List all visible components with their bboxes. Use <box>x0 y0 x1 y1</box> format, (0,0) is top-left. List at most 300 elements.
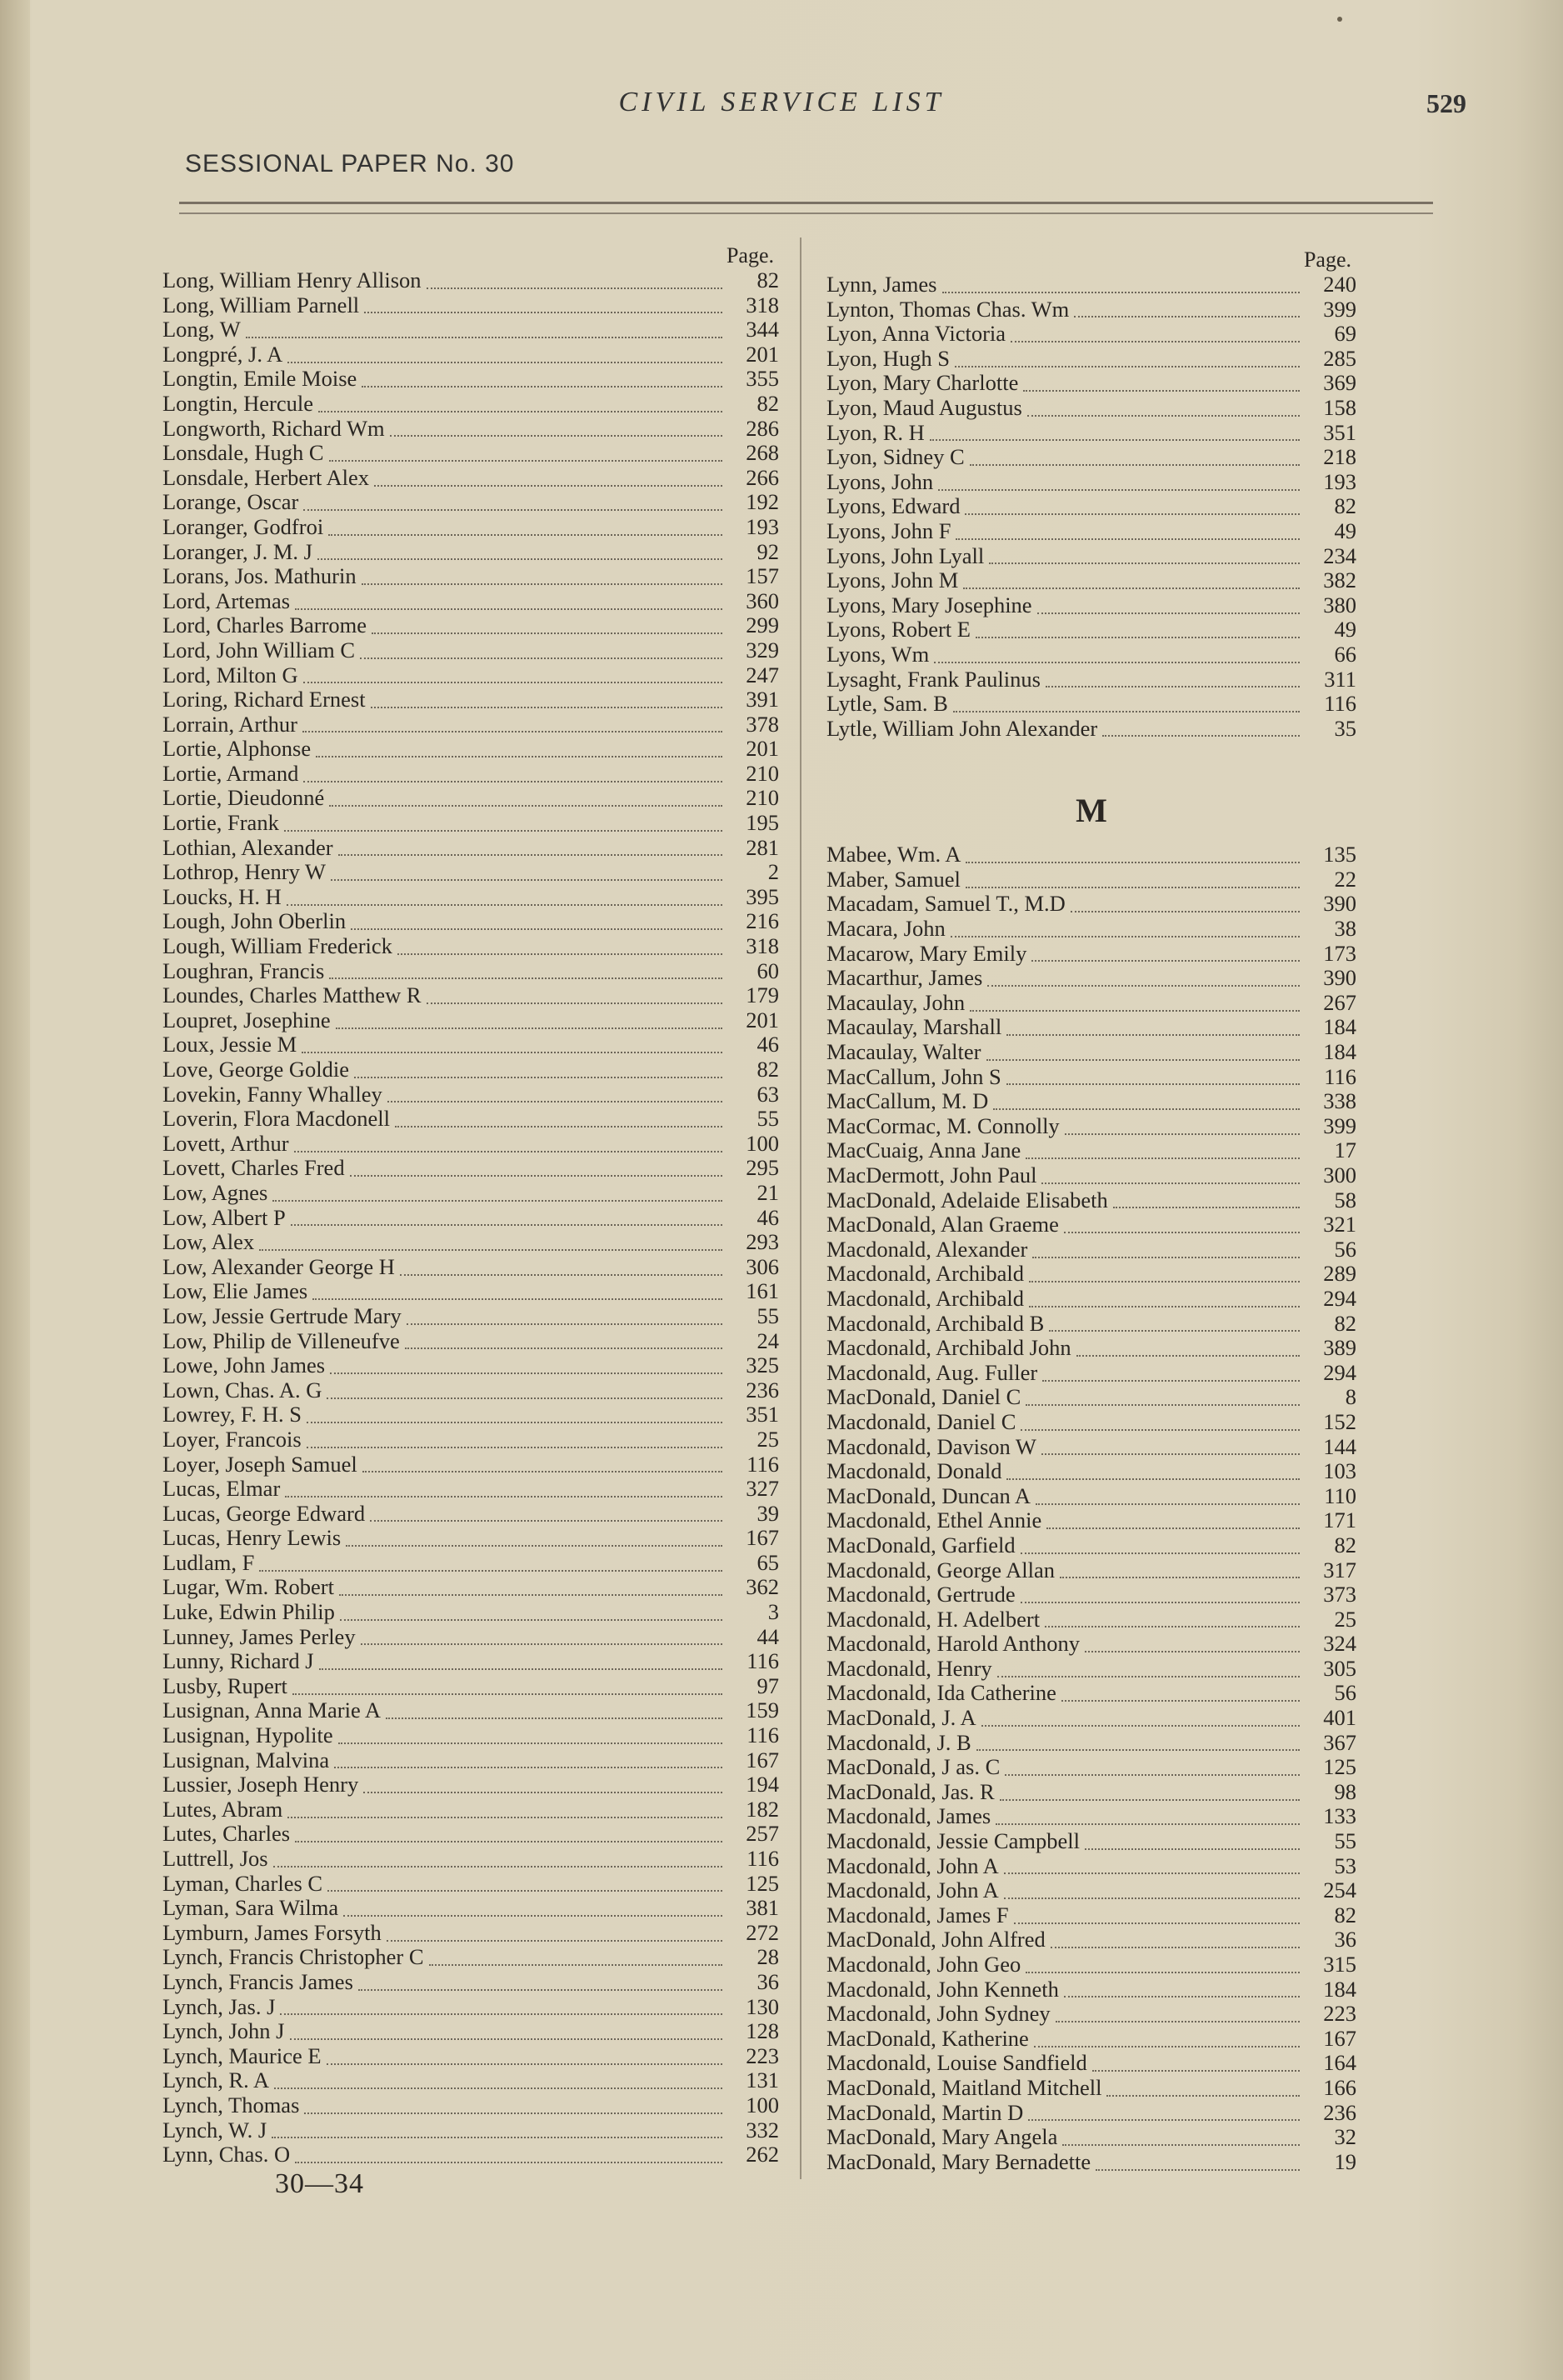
dot-leader <box>981 1717 1300 1727</box>
dot-leader <box>327 2055 722 2065</box>
entry-page-number: 25 <box>757 1426 779 1452</box>
list-item <box>162 909 779 934</box>
list-item <box>826 1928 1356 1952</box>
dot-leader <box>1029 1272 1300 1282</box>
entry-page-number: 36 <box>1334 1927 1356 1952</box>
dot-leader <box>1026 1149 1300 1159</box>
list-item <box>162 1279 779 1304</box>
entry-name: Longtin, Emile Moise <box>162 366 357 392</box>
entry-page-number: 167 <box>746 1525 779 1551</box>
entry-name: Lusby, Rupert <box>162 1672 287 1698</box>
entry-page-number: 164 <box>1323 2050 1356 2076</box>
entry-name: MacDonald, Daniel C <box>826 1384 1021 1410</box>
entry-page-number: 144 <box>1323 1433 1356 1459</box>
entry-name: Luke, Edwin Philip <box>162 1599 335 1625</box>
left-column <box>162 243 779 2168</box>
entry-name: Lysaght, Frank Paulinus <box>826 666 1041 692</box>
page-column-heading: Page. <box>1303 248 1351 272</box>
entry-page-number: 157 <box>746 563 779 589</box>
list-item <box>162 1477 779 1502</box>
entry-name: Macdonald, Davison W <box>826 1433 1036 1459</box>
list-item <box>826 371 1356 396</box>
dot-leader <box>374 477 722 487</box>
entry-name: Macdonald, Ida Catherine <box>826 1680 1056 1706</box>
entry-name: Macadam, Samuel T., M.D <box>826 891 1066 917</box>
entry-page-number: 294 <box>1323 1285 1356 1311</box>
entry-page-number: 82 <box>1334 1902 1356 1928</box>
dot-leader <box>942 283 1301 293</box>
entry-page-number: 19 <box>1334 2148 1356 2174</box>
entry-name: Lynn, Chas. O <box>162 2142 291 2168</box>
dot-leader <box>405 1339 722 1349</box>
entry-name: Longpré, J. A <box>162 341 283 367</box>
list-item <box>826 917 1356 942</box>
entry-page-number: 63 <box>757 1081 779 1107</box>
entry-name: Loring, Richard Ernest <box>162 687 366 712</box>
entry-name: Macaulay, John <box>826 989 966 1015</box>
dot-leader <box>1006 1026 1300 1036</box>
entry-page-number: 173 <box>1323 940 1356 966</box>
dot-leader <box>291 1216 722 1226</box>
entry-page-number: 338 <box>1323 1088 1356 1114</box>
entry-page-number: 17 <box>1334 1138 1356 1163</box>
entry-name: Lyons, Wm <box>826 641 930 667</box>
list-item <box>826 868 1356 892</box>
entry-name: Loyer, Joseph Samuel <box>162 1451 357 1477</box>
entry-name: Low, Jessie Gertrude Mary <box>162 1302 402 1328</box>
entry-page-number: 262 <box>746 2142 779 2168</box>
entry-name: Lorange, Oscar <box>162 489 299 515</box>
entry-page-number: 286 <box>746 415 779 441</box>
dot-leader <box>970 1002 1300 1012</box>
entry-page-number: 159 <box>746 1698 779 1723</box>
list-item <box>826 1878 1356 1903</box>
entry-name: Low, Elie James <box>162 1278 308 1304</box>
running-title: CIVIL SERVICE LIST <box>618 87 945 118</box>
dot-leader <box>395 1118 722 1128</box>
entry-name: Macdonald, John Sydney <box>826 2001 1051 2027</box>
entry-name: Lord, Milton G <box>162 662 298 688</box>
entry-page-number: 60 <box>757 958 779 983</box>
entry-name: Lyon, Sidney C <box>826 444 965 470</box>
list-item <box>826 421 1356 446</box>
list-item <box>162 959 779 984</box>
entry-page-number: 351 <box>1323 419 1356 445</box>
entry-name: Lowe, John James <box>162 1352 326 1378</box>
dot-leader <box>338 846 722 856</box>
entry-page-number: 21 <box>757 1179 779 1205</box>
entry-name: Lonsdale, Herbert Alex <box>162 464 369 490</box>
entry-page-number: 128 <box>746 2018 779 2044</box>
entry-name: MacCuaig, Anna Jane <box>826 1138 1021 1163</box>
entry-page-number: 299 <box>746 612 779 638</box>
list-item <box>826 1287 1356 1312</box>
entry-name: Macdonald, J. B <box>826 1729 971 1755</box>
list-item <box>826 2051 1356 2076</box>
list-item <box>826 470 1356 495</box>
entry-page-number: 184 <box>1323 1976 1356 2002</box>
entry-name: Maber, Samuel <box>826 866 961 892</box>
entry-name: Macdonald, George Allan <box>826 1557 1056 1582</box>
list-item <box>162 638 779 663</box>
dot-leader <box>330 1364 722 1374</box>
dot-leader <box>350 1167 722 1177</box>
list-item <box>162 1452 779 1478</box>
entry-page-number: 46 <box>757 1204 779 1230</box>
dot-leader <box>329 969 722 979</box>
list-item <box>826 544 1356 569</box>
dot-leader <box>1006 1075 1300 1085</box>
entry-page-number: 192 <box>746 489 779 515</box>
entry-name: Lyman, Charles C <box>162 1870 323 1896</box>
dot-leader <box>1023 382 1300 392</box>
entry-page-number: 56 <box>1334 1680 1356 1706</box>
entry-name: Mabee, Wm. A <box>826 842 961 868</box>
entry-page-number: 201 <box>746 341 779 367</box>
list-item <box>826 1903 1356 1928</box>
entry-page-number: 369 <box>1323 370 1356 396</box>
list-item <box>162 1082 779 1108</box>
list-item <box>826 1608 1356 1632</box>
entry-name: Loupret, Josephine <box>162 1007 331 1032</box>
list-item <box>826 593 1356 618</box>
dot-leader <box>1026 1396 1300 1406</box>
entry-name: Lynch, Maurice E <box>162 2042 322 2068</box>
list-item <box>162 293 779 318</box>
list-item <box>826 1533 1356 1558</box>
dot-leader <box>1113 1198 1300 1208</box>
entry-page-number: 2 <box>767 859 779 885</box>
dot-leader <box>427 279 722 289</box>
dot-leader <box>339 1586 722 1596</box>
dot-leader <box>361 1635 722 1645</box>
entry-page-number: 55 <box>1334 1828 1356 1854</box>
entry-page-number: 130 <box>746 1993 779 2019</box>
dot-leader <box>1065 1125 1300 1135</box>
dot-leader <box>334 1758 722 1768</box>
list-item <box>162 417 779 442</box>
dot-leader <box>362 575 722 585</box>
list-item <box>162 441 779 466</box>
entry-page-number: 184 <box>1323 1014 1356 1040</box>
list-item <box>826 1681 1356 1706</box>
dot-leader <box>1014 1914 1300 1924</box>
entry-page-number: 300 <box>1323 1162 1356 1188</box>
entry-page-number: 32 <box>1334 2124 1356 2150</box>
dot-leader <box>397 945 722 955</box>
entry-name: Lyons, Edward <box>826 493 961 519</box>
dot-leader <box>963 579 1300 589</box>
dot-leader <box>287 896 722 906</box>
dot-leader <box>287 1808 722 1818</box>
entry-page-number: 158 <box>1323 394 1356 420</box>
dot-leader <box>387 1092 722 1102</box>
dot-leader <box>363 1783 722 1793</box>
entry-page-number: 46 <box>757 1032 779 1058</box>
dot-leader <box>272 2128 722 2138</box>
list-item <box>162 1798 779 1822</box>
entry-name: Lyons, John Lyall <box>826 542 985 568</box>
entry-name: Lynch, W. J <box>162 2117 267 2142</box>
entry-page-number: 367 <box>1323 1729 1356 1755</box>
entry-name: Macara, John <box>826 916 946 942</box>
entry-name: Lord, Artemas <box>162 588 291 613</box>
list-item <box>826 1238 1356 1262</box>
entry-page-number: 116 <box>747 1846 779 1871</box>
entry-page-number: 360 <box>746 588 779 613</box>
dot-leader <box>285 1488 722 1498</box>
entry-page-number: 210 <box>746 760 779 786</box>
dot-leader <box>362 378 722 388</box>
entry-page-number: 69 <box>1334 321 1356 347</box>
entry-page-number: 116 <box>747 1451 779 1477</box>
entry-page-number: 193 <box>1323 468 1356 494</box>
dot-leader <box>331 871 722 881</box>
entry-page-number: 305 <box>1323 1655 1356 1681</box>
list-item <box>162 1107 779 1132</box>
list-item <box>162 1156 779 1181</box>
entry-page-number: 344 <box>746 317 779 342</box>
dot-leader <box>295 2153 722 2163</box>
dot-leader <box>372 624 722 634</box>
dot-leader <box>280 2005 722 2015</box>
signature-mark: 30—34 <box>275 2168 364 2199</box>
dot-leader <box>370 1512 722 1522</box>
entry-name: Lynton, Thomas Chas. Wm <box>826 296 1070 322</box>
dot-leader <box>390 427 722 437</box>
list-item <box>826 1040 1356 1065</box>
entry-page-number: 315 <box>1323 1952 1356 1977</box>
entry-page-number: 167 <box>746 1747 779 1772</box>
list-item <box>826 1978 1356 2002</box>
entry-name: Lucas, Elmar <box>162 1476 281 1502</box>
list-item <box>162 490 779 515</box>
entry-name: MacDonald, Adelaide Elisabeth <box>826 1187 1108 1212</box>
dot-leader <box>1041 1445 1300 1455</box>
entry-name: Lyon, Hugh S <box>826 345 950 371</box>
entry-name: Loughran, Francis <box>162 958 325 983</box>
list-item <box>826 1508 1356 1533</box>
entry-page-number: 324 <box>1323 1631 1356 1657</box>
dot-leader <box>1004 1864 1300 1874</box>
entry-page-number: 351 <box>746 1402 779 1428</box>
list-item <box>826 1657 1356 1682</box>
list-item <box>826 966 1356 991</box>
list-item <box>826 1188 1356 1213</box>
dot-leader <box>1064 1223 1300 1233</box>
entry-page-number: 194 <box>746 1772 779 1798</box>
list-item <box>162 1970 779 1995</box>
entry-name: Macdonald, H. Adelbert <box>826 1606 1041 1632</box>
dot-leader <box>1085 1840 1300 1850</box>
entry-name: MacDonald, Alan Graeme <box>826 1212 1059 1238</box>
entry-name: Lynch, R. A <box>162 2068 270 2093</box>
entry-page-number: 82 <box>757 390 779 416</box>
entry-name: Lynn, James <box>826 272 937 297</box>
dot-leader <box>1032 1248 1300 1258</box>
dot-leader <box>295 1832 722 1842</box>
entry-page-number: 3 <box>767 1599 779 1625</box>
entry-page-number: 201 <box>746 736 779 762</box>
dot-leader <box>970 456 1300 466</box>
dot-leader <box>284 822 722 832</box>
entry-page-number: 329 <box>746 637 779 662</box>
dot-leader <box>312 1290 722 1300</box>
entry-name: Lyman, Sara Wilma <box>162 1895 339 1921</box>
entry-page-number: 210 <box>746 785 779 811</box>
dot-leader <box>328 526 722 536</box>
entry-page-number: 116 <box>1324 1063 1356 1089</box>
entry-name: MacDonald, Katherine <box>826 2025 1029 2051</box>
entry-page-number: 44 <box>757 1623 779 1649</box>
list-item <box>162 2019 779 2044</box>
dot-leader <box>307 1413 722 1423</box>
list-item <box>826 1780 1356 1805</box>
dot-leader <box>1096 2161 1300 2171</box>
dot-leader <box>966 853 1300 863</box>
entry-page-number: 82 <box>1334 1310 1356 1336</box>
list-item <box>826 568 1356 593</box>
list-item <box>826 494 1356 519</box>
entry-page-number: 382 <box>1323 568 1356 593</box>
list-item <box>826 1854 1356 1879</box>
dot-leader <box>1042 1372 1300 1382</box>
list-item <box>162 1206 779 1231</box>
entry-page-number: 234 <box>1323 542 1356 568</box>
entry-page-number: 58 <box>1334 1187 1356 1212</box>
dot-leader <box>965 505 1300 515</box>
entry-page-number: 223 <box>746 2042 779 2068</box>
entry-page-number: 152 <box>1323 1408 1356 1434</box>
list-item <box>162 762 779 787</box>
entry-page-number: 325 <box>746 1352 779 1378</box>
list-item <box>826 396 1356 421</box>
entry-name: Macdonald, Archibald <box>826 1285 1024 1311</box>
entry-page-number: 362 <box>746 1574 779 1600</box>
dot-leader <box>292 1685 722 1695</box>
dot-leader <box>1064 1988 1300 1998</box>
entry-name: Long, William Parnell <box>162 292 360 318</box>
dot-leader <box>387 1932 722 1942</box>
entry-name: Lyons, John M <box>826 568 959 593</box>
entry-name: Macaulay, Walter <box>826 1039 981 1065</box>
entry-page-number: 218 <box>1323 444 1356 470</box>
dot-leader <box>997 1668 1300 1678</box>
dot-leader <box>303 501 722 511</box>
entry-page-number: 133 <box>1323 1803 1356 1829</box>
list-item <box>826 1484 1356 1509</box>
entry-name: Lord, Charles Barrome <box>162 612 367 638</box>
list-item <box>826 1336 1356 1361</box>
entry-name: Macdonald, Alexander <box>826 1236 1028 1262</box>
entry-name: Lyons, John <box>826 468 934 494</box>
entry-name: Lynch, Francis Christopher C <box>162 1944 424 1970</box>
dot-leader <box>246 328 722 338</box>
dot-leader <box>976 628 1300 638</box>
list-item <box>162 1872 779 1897</box>
entry-name: Macdonald, Daniel C <box>826 1408 1016 1434</box>
dot-leader <box>346 1537 722 1547</box>
entry-name: MacDonald, J. A <box>826 1705 976 1731</box>
entry-name: Loux, Jessie M <box>162 1032 297 1058</box>
entry-name: Lynch, Jas. J <box>162 1993 276 2019</box>
list-item <box>826 642 1356 668</box>
list-item <box>162 1698 779 1723</box>
list-item <box>826 842 1356 868</box>
dot-leader <box>303 673 722 683</box>
list-item <box>162 515 779 540</box>
dot-leader <box>429 1956 722 1966</box>
dot-leader <box>1021 1593 1300 1603</box>
entry-name: Lothian, Alexander <box>162 834 333 860</box>
entry-name: Lyon, Mary Charlotte <box>826 370 1019 396</box>
list-item <box>826 1804 1356 1829</box>
dot-leader <box>351 920 722 930</box>
list-item <box>162 318 779 342</box>
entry-name: Lusignan, Hypolite <box>162 1722 333 1748</box>
sessional-paper-label: SESSIONAL PAPER No. 30 <box>185 150 515 178</box>
list-item <box>826 1952 1356 1978</box>
dot-leader <box>1000 1791 1300 1801</box>
right-entry-list-m <box>826 842 1356 2174</box>
dot-leader <box>327 1389 722 1399</box>
list-item <box>826 2027 1356 2052</box>
entry-name: MacDonald, Jas. R <box>826 1778 995 1804</box>
dot-leader <box>987 977 1300 987</box>
list-item <box>826 1731 1356 1756</box>
entry-name: Lutes, Abram <box>162 1796 283 1822</box>
list-item <box>162 712 779 738</box>
entry-name: Lorrain, Arthur <box>162 711 297 737</box>
entry-name: Loucks, H. H <box>162 883 282 909</box>
entry-page-number: 257 <box>746 1821 779 1847</box>
list-item <box>162 268 779 293</box>
entry-page-number: 223 <box>1323 2001 1356 2027</box>
list-item <box>162 2142 779 2168</box>
entry-name: Macdonald, Donald <box>826 1458 1002 1484</box>
entry-name: Lonsdale, Hugh C <box>162 440 324 466</box>
entry-name: Low, Alexander George H <box>162 1253 395 1279</box>
list-item <box>826 1163 1356 1188</box>
entry-name: Lytle, Sam. B <box>826 691 948 717</box>
list-item <box>826 1410 1356 1435</box>
entry-name: Lown, Chas. A. G <box>162 1377 322 1402</box>
entry-page-number: 321 <box>1323 1212 1356 1238</box>
entry-name: Lovekin, Fanny Whalley <box>162 1081 382 1107</box>
entry-page-number: 378 <box>746 711 779 737</box>
entry-page-number: 98 <box>1334 1778 1356 1804</box>
entry-name: Lunny, Richard J <box>162 1648 314 1674</box>
dot-leader <box>318 402 722 412</box>
list-item <box>826 298 1356 322</box>
list-item <box>826 2150 1356 2175</box>
entry-name: Lortie, Dieudonné <box>162 785 325 811</box>
entry-name: Lyon, R. H <box>826 419 925 445</box>
entry-name: Ludlam, F <box>162 1549 255 1575</box>
dot-leader <box>327 1882 722 1892</box>
list-item <box>826 717 1356 742</box>
list-item <box>162 1502 779 1527</box>
entry-page-number: 272 <box>746 1919 779 1945</box>
dot-leader <box>259 1562 722 1572</box>
entry-page-number: 293 <box>746 1229 779 1255</box>
dot-leader <box>364 303 722 313</box>
list-item <box>162 1132 779 1157</box>
list-item <box>826 1435 1356 1460</box>
entry-name: Lynch, John J <box>162 2018 285 2044</box>
entry-name: Lovett, Arthur <box>162 1130 289 1156</box>
dot-leader <box>1021 1421 1300 1431</box>
